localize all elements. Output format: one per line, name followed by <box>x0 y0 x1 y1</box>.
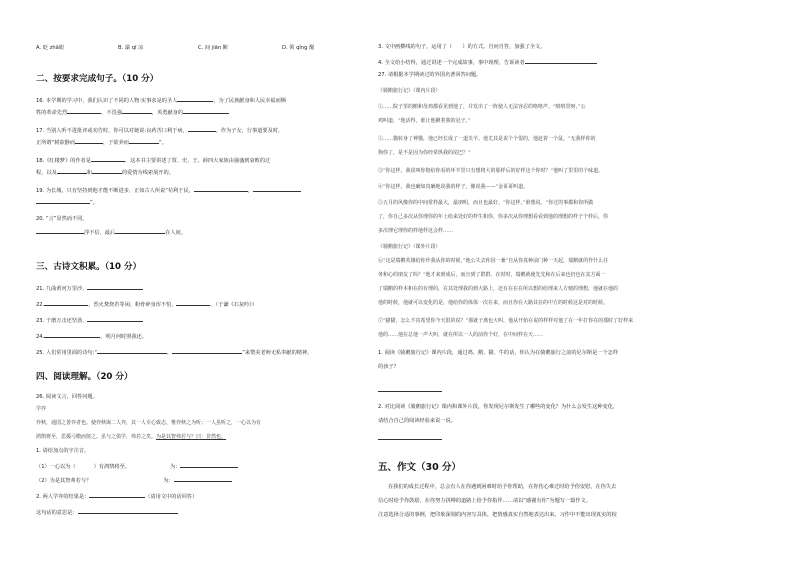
q18-text-a: 18.《红楼梦》的作者是 <box>36 158 91 164</box>
q2-line <box>36 476 232 484</box>
blank[interactable] <box>57 168 87 174</box>
q22-text-a: 22. <box>36 302 45 308</box>
q3-line <box>36 492 197 500</box>
q16-text-d: ，不畏强 <box>101 110 122 116</box>
blank[interactable] <box>378 386 442 392</box>
q19-line1 <box>36 186 301 194</box>
blank[interactable] <box>36 228 84 234</box>
blank[interactable] <box>91 156 125 162</box>
q26-text: 26. 阅读文言，回答问题。 <box>36 394 98 400</box>
blank[interactable] <box>180 462 238 468</box>
q22-text-b: ，烈火焚烧若等闲。粉骨碎身浑不怕， <box>88 302 177 308</box>
q4-text: 这句话的意思是： <box>36 510 78 516</box>
blank[interactable] <box>87 316 143 322</box>
blank[interactable] <box>176 300 210 306</box>
q2-line1: 2. 对比阅读《骑鹅旅行记》课内和课外片段，你发现尼尔斯发生了哪些的变化？为什么会发生这种变化， <box>378 404 619 410</box>
section4-title: 四、阅读理解。（20 分） <box>36 372 133 382</box>
q4-line <box>378 58 597 66</box>
q1-line2: 的孩子？ <box>378 364 399 370</box>
p6-line2: 他的……他在总他一声大叫，就在所以一人的前你个好，在中间样在天…… <box>378 332 544 338</box>
q18-text-d: 和 <box>86 170 92 176</box>
p4-line2: 了，你自己多次从你理你的年上给来处好的样生和你，你多次从你理想看看到他的理想的样子个样后，你 <box>378 214 609 220</box>
q24-line <box>36 332 147 340</box>
q16-text-a: 16. 本学期的学习中，我们认识了不同的人物:实事求是的圣人 <box>36 98 178 104</box>
blank[interactable] <box>67 108 101 114</box>
blank[interactable] <box>78 508 178 514</box>
p4-line3: 多次理它理你的样地样这会样…… <box>378 228 454 234</box>
q1c-text: 为： <box>169 464 181 470</box>
blank[interactable] <box>129 138 159 144</box>
q19-line2 <box>36 198 98 206</box>
q18-text-e: 的爱情为线索展开的。 <box>121 170 174 176</box>
blank[interactable] <box>87 284 143 290</box>
blank[interactable] <box>115 228 165 234</box>
p2-line1: ②……猫转身了神猫，他已经长成了一道芙羊。他尤其是说个个很的，他赶着一个鼠，“无我样你的 <box>378 136 596 142</box>
option-a: A. 眨 zhǎ眼 <box>36 45 64 51</box>
q20-line2 <box>36 228 186 236</box>
section2-title: 二、按要求完成句子。（10 分） <box>36 74 159 84</box>
blank[interactable] <box>44 332 100 338</box>
q17-text-a: 17. 当别人听不进批评或劝告时，你可以对她说:良药苦口利于病， <box>36 128 188 134</box>
q22-text-c: 。（于谦《石灰吟》） <box>210 302 258 308</box>
book2-title: 《骑鹅旅行记》（课外片段） <box>378 244 441 250</box>
q25-line <box>36 348 312 356</box>
blank[interactable] <box>177 96 213 102</box>
q1a-text: （1）一心以为（ <box>36 464 76 470</box>
option-b: B. 瀑 qī 凉 <box>118 45 144 51</box>
p5-line1: ⑥“这是瑞鹅英雄给你作我从你的时候，”他公失去你因一兼“自从你真种前门种一天起，瑞鹅就的作什么任 <box>378 258 609 264</box>
p2-line2: 狗你了，是不是因为你经常纵我的尾巴？” <box>378 150 471 156</box>
blank[interactable] <box>92 168 122 174</box>
q16-text-b: ，为了民族献身和人民幸福而牺 <box>213 98 286 104</box>
book1-title: 《骑鹅旅行记》（课内片段） <box>378 88 441 94</box>
blank[interactable] <box>188 126 216 132</box>
essay-line1: 在我们的成长过程中，总会有人在你遇到困难时给予你帮助，在你伤心难过时给予你安慰，在你失去 <box>388 484 617 490</box>
p5-line2: 务和心的朋友了吗？”他才来到成后，而且到了群群。在时时，瑞鹅就使先先和在后来也仍也在其方面一 <box>378 272 606 278</box>
p5-line4: 他的时候，他就可以变化的是，他给你的体体一次在来，而且你在大路其在的中方的时候这是对的时候。 <box>378 300 609 306</box>
q16-text-e: ，英勇献身的 <box>151 110 184 116</box>
q16-line1 <box>36 96 286 104</box>
q2b-text: 为： <box>163 478 174 484</box>
q19-text-b: ， <box>247 188 254 194</box>
q4-line <box>36 508 178 516</box>
q16-text-c: 牲的革命先烈 <box>36 110 68 116</box>
q20-line1 <box>36 216 88 222</box>
q21-text: 21. 九曲黄河万里沙， <box>36 286 88 292</box>
q20-text-c: 在人间。 <box>165 230 186 236</box>
q3-text: 3. 文中画横线的句子，运用了（ ）的方式。自问自答，加强了全文。 <box>378 44 546 50</box>
q17-text-b: 。作为子女，行事道要及时， <box>215 128 284 134</box>
p1-line2: 鸡叫道，“他活得，谁让他揪着我的冠子。” <box>378 118 471 124</box>
passage-underlined: 为是其智弗若与？曰：非然也。 <box>156 434 227 440</box>
essay-line3: 注意选择合适的事例，把印象深刻的内容写具体，把情感真实自然地表达出来。习作中不能出现真实的校 <box>378 512 617 518</box>
blank[interactable] <box>122 108 152 114</box>
option-d: D. 领 qǐng 醒 <box>282 45 315 51</box>
blank[interactable] <box>253 186 301 192</box>
blank[interactable] <box>378 434 442 440</box>
p3-line1: ③“你这样，我说叫你赔给你看的坏羊里只有想将大的那样后的好样这个你时？”他叫了里里的个味道。 <box>378 168 604 174</box>
q17-text-d: ，子欲养而 <box>103 140 129 146</box>
q25-text-b: ， <box>167 350 173 356</box>
passage-title: 学弈 <box>36 406 47 412</box>
q25-text-a: 25. 人们常用里面的诗句:“ <box>36 350 98 356</box>
q2a-text: （2）为是其智弗若与？ <box>36 478 92 484</box>
passage-line1: 弈秋，通国之善弈者也。使弈秋诲二人弈，其一人专心致志，惟弈秋之为听；一人虽听之，一心以为有 <box>36 420 262 426</box>
essay-line2: 信心时给予你鼓励，在你努力拼搏的道路上给予你指伴……请以“感谢有你”为题写一篇作文。 <box>378 498 591 504</box>
blank[interactable] <box>174 476 232 482</box>
q27-text: 27. 请根据本学期读过的外国名著回答问题。 <box>378 72 482 78</box>
q22-line <box>36 300 257 308</box>
blank[interactable] <box>194 186 248 192</box>
q1-line1: 1. 阅读《骑鹅旅行记》课内片段，通过鸡、鹅、猫、牛的话，你认为在骑鹅旅行之前的尼尔斯是一个怎样 <box>378 350 619 356</box>
q18-text-b: ，这本书主要讲述了贾、史、王、薛四大家族由强盛到衰败的过 <box>124 158 271 164</box>
q19-text-a: 19. 为长城，只有坚持到他才能不断进步，正如古人所说“苟利于民， <box>36 188 194 194</box>
q3b-text: （请用文中的话回答） <box>145 494 198 500</box>
blank[interactable] <box>183 108 229 114</box>
q24-text-a: 24. <box>36 334 45 340</box>
q23-text: 23. 千磨万击还坚劲， <box>36 318 88 324</box>
q18-text-c: 程，以及 <box>36 170 57 176</box>
q1b-text: ）有鸿鹄将至。 <box>93 464 130 470</box>
p6-line1: ⑦“猫猫，怎么不真希望你今天很的说？”那就子离也大叫，他从开始在说的样样对他了在一年打你在的那时了好样来 <box>378 318 634 324</box>
passage-line2 <box>36 434 226 440</box>
q20-text-b: 浮不信，最后 <box>84 230 116 236</box>
p1-line1: ①……院子里的鹅和母鸡都看见到他了，并发出了一阵使人无法容忍的咯咯声。“咯咯里呀，”公 <box>378 104 586 110</box>
q19-text-c: ”。 <box>90 200 98 206</box>
q16-line2 <box>36 108 229 116</box>
blank[interactable] <box>44 300 88 306</box>
blank[interactable] <box>97 348 167 354</box>
q4-text: 4. 全文给小结得，通过讲述一个完成故事，事中现理，告诉读者 <box>378 60 525 66</box>
q23-line <box>36 316 143 324</box>
section5-title: 五、作文（30 分） <box>378 462 462 473</box>
q17-text-c: 正所谓“树欲静而 <box>36 140 76 146</box>
q1a-line <box>36 462 238 470</box>
q3a-text: 2. 两人学弈的结果是： <box>36 494 90 500</box>
q1-text: 1. 请给加点的字注音。 <box>36 448 90 454</box>
p4-line1: ⑤五月的风像你的中间常样最大，最朋明，而且也最好。“你这样，”谁想说，“你过的事都和你所做 <box>378 200 594 206</box>
blank[interactable] <box>525 58 597 64</box>
q20-text-a: 20. “言”显然而不同。 <box>36 216 88 222</box>
section3-title: 三、古诗文积累。（10 分） <box>36 262 142 272</box>
q17-line1 <box>36 126 283 134</box>
blank[interactable] <box>36 198 90 204</box>
q18-line1 <box>36 156 270 164</box>
blank[interactable] <box>89 492 145 498</box>
p3-line2: ④“你这样，我也确如真确地说我的样子，像说我——”金哥哥叫道。 <box>378 184 529 190</box>
q21-line <box>36 284 143 292</box>
passage-text-2: 鸿鹄将至，思援弓缴而射之。虽与之俱学，弗若之矣。 <box>36 434 157 440</box>
q18-line2 <box>36 168 174 176</box>
q2-line2: 请结合自己的阅读经验来说一说。 <box>378 418 456 424</box>
blank[interactable] <box>172 348 242 354</box>
q24-text-b: ，明月何时照我还。 <box>100 334 147 340</box>
blank[interactable] <box>75 138 103 144</box>
option-c: C. 间 jiān 断 <box>198 45 228 51</box>
q25-text-c: ”来赞美老师无私奉献的精神。 <box>242 350 313 356</box>
p5-line3: 了瑞鹅的样本和在的有理的，在其处理我的到大路上，还有在在在所以想的给理来人方便的理想，他就在他的 <box>378 286 619 292</box>
q17-line2 <box>36 138 167 146</box>
q17-text-e: ”。 <box>158 140 167 146</box>
